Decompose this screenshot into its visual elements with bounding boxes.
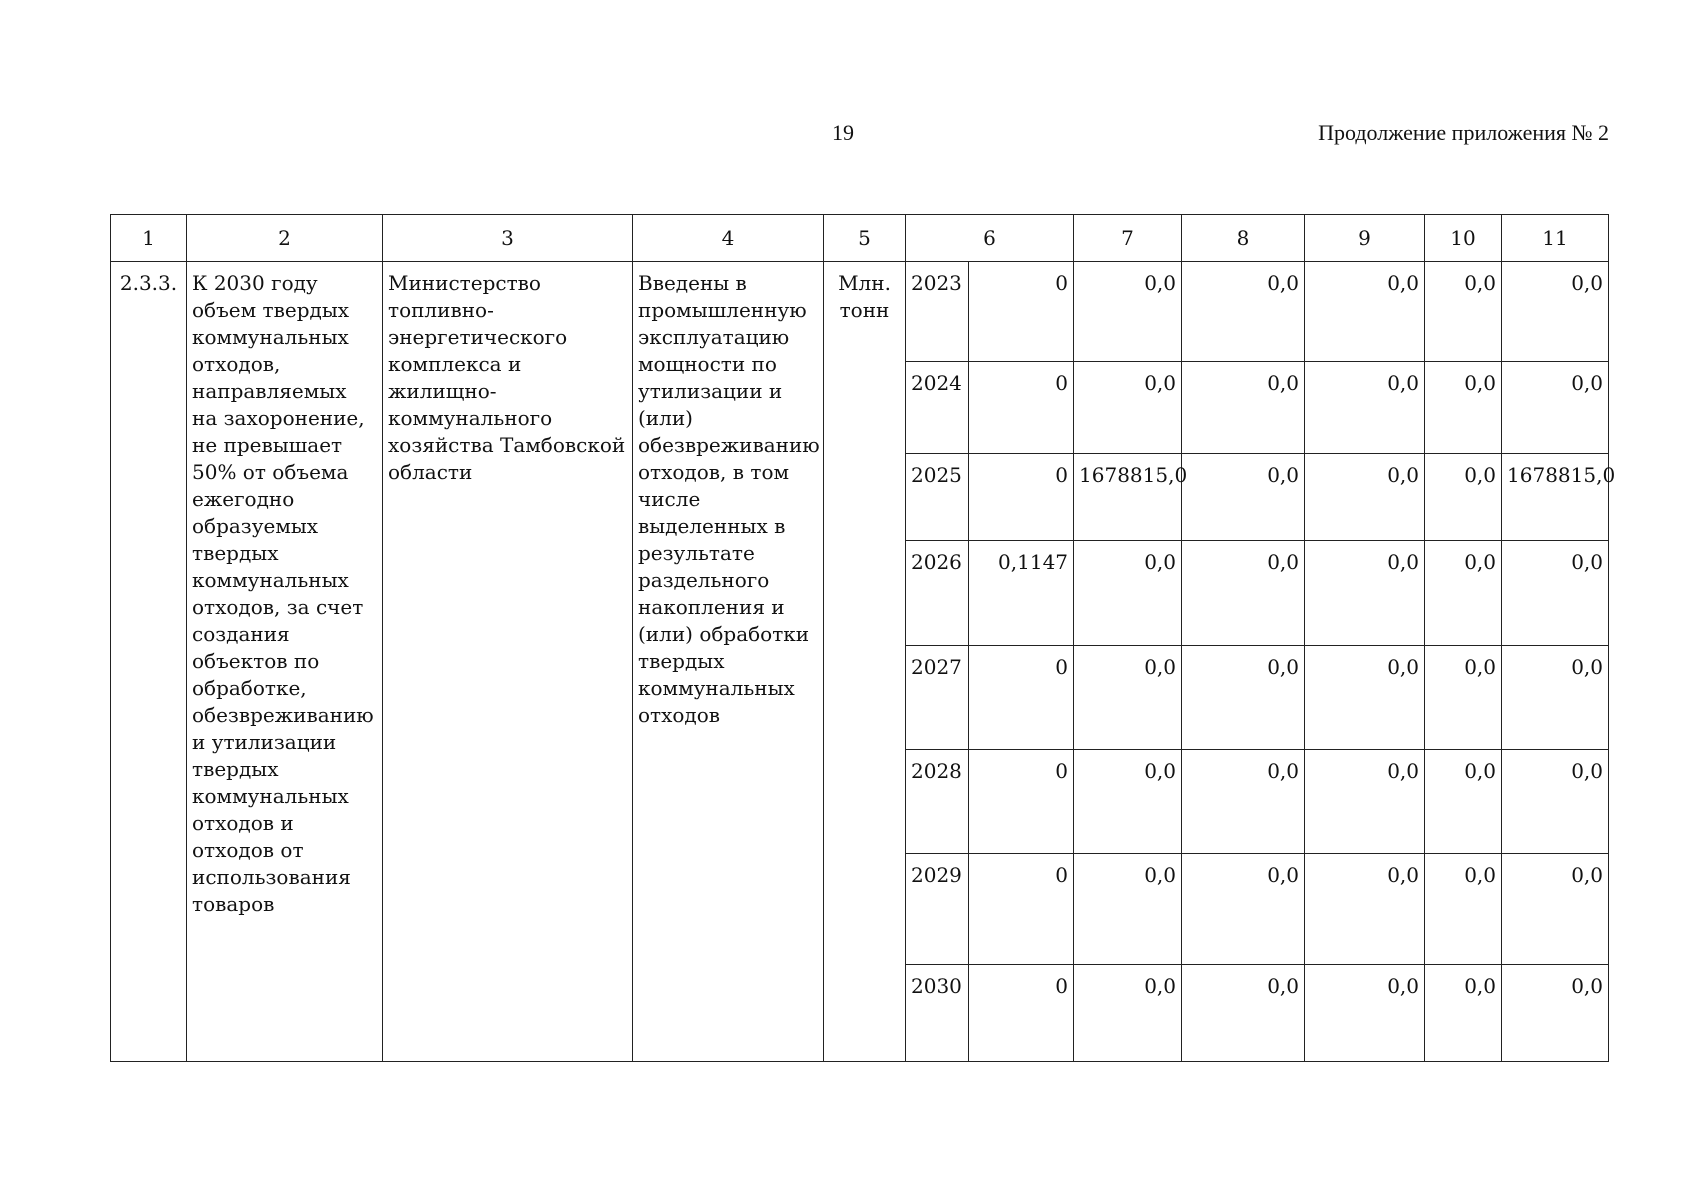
value-col9: 0,0 — [1305, 541, 1425, 646]
year-cell: 2028 — [906, 750, 969, 854]
value-col6: 0 — [969, 965, 1074, 1062]
page-number: 19 — [832, 120, 854, 145]
value-col8: 0,0 — [1182, 454, 1305, 541]
value-col8: 0,0 — [1182, 541, 1305, 646]
column-number-row — [111, 215, 1609, 262]
value-col8: 0,0 — [1182, 362, 1305, 454]
value-col6: 0 — [969, 750, 1074, 854]
value-col9: 0,0 — [1305, 454, 1425, 541]
value-col8: 0,0 — [1182, 646, 1305, 750]
year-cell: 2023 — [906, 262, 969, 362]
value-col10: 0,0 — [1425, 262, 1502, 362]
value-col9: 0,0 — [1305, 646, 1425, 750]
value-col6: 0,1147 — [969, 541, 1074, 646]
value-col7: 1678815,0 — [1074, 454, 1182, 541]
value-col10: 0,0 — [1425, 362, 1502, 454]
value-col11: 0,0 — [1502, 541, 1609, 646]
value-col9: 0,0 — [1305, 750, 1425, 854]
year-cell: 2026 — [906, 541, 969, 646]
value-col8: 0,0 — [1182, 965, 1305, 1062]
value-col11: 0,0 — [1502, 646, 1609, 750]
value-col11: 0,0 — [1502, 750, 1609, 854]
col-header-4: 4 — [633, 215, 824, 262]
col-header-7: 7 — [1074, 215, 1182, 262]
value-col7: 0,0 — [1074, 750, 1182, 854]
value-col10: 0,0 — [1425, 965, 1502, 1062]
item-responsible: Министерство топливно-энергетического комплекса и жилищно-коммунального хозяйства Тамбовской области — [383, 262, 633, 1062]
item-unit: Млн. тонн — [824, 262, 906, 1062]
value-col6: 0 — [969, 454, 1074, 541]
col-header-5: 5 — [824, 215, 906, 262]
year-cell: 2029 — [906, 854, 969, 965]
value-col6: 0 — [969, 362, 1074, 454]
appendix-note: Продолжение приложения № 2 — [1318, 120, 1609, 145]
year-cell: 2030 — [906, 965, 969, 1062]
value-col8: 0,0 — [1182, 854, 1305, 965]
value-col6: 0 — [969, 854, 1074, 965]
value-col11: 0,0 — [1502, 362, 1609, 454]
value-col8: 0,0 — [1182, 750, 1305, 854]
col-header-1: 1 — [111, 215, 187, 262]
value-col9: 0,0 — [1305, 262, 1425, 362]
value-col7: 0,0 — [1074, 965, 1182, 1062]
value-col6: 0 — [969, 262, 1074, 362]
value-col7: 0,0 — [1074, 854, 1182, 965]
value-col10: 0,0 — [1425, 750, 1502, 854]
value-col7: 0,0 — [1074, 362, 1182, 454]
year-cell: 2027 — [906, 646, 969, 750]
value-col10: 0,0 — [1425, 854, 1502, 965]
item-goal: К 2030 году объем твердых коммунальных отходов, направляемых на захоронение, не превышает 50% от объема ежегодно образуемых твердых коммунальных отходов, за счет создания объектов по обработке, обезвреживанию и утилизации твердых коммунальных отходов и отходов от использования товаров — [187, 262, 383, 1062]
value-col11: 0,0 — [1502, 965, 1609, 1062]
item-number: 2.3.3. — [111, 262, 187, 1062]
value-col10: 0,0 — [1425, 541, 1502, 646]
value-col7: 0,0 — [1074, 646, 1182, 750]
value-col9: 0,0 — [1305, 965, 1425, 1062]
col-header-11: 11 — [1502, 215, 1609, 262]
item-indicator: Введены в промышленную эксплуатацию мощности по утилизации и (или) обезвреживанию отходов, в том числе выделенных в результате раздельного накопления и (или) обработки твердых коммунальных отходов — [633, 262, 824, 1062]
col-header-8: 8 — [1182, 215, 1305, 262]
col-header-10: 10 — [1425, 215, 1502, 262]
value-col11: 0,0 — [1502, 854, 1609, 965]
year-cell: 2025 — [906, 454, 969, 541]
indicator-table — [110, 214, 1616, 1062]
value-col7: 0,0 — [1074, 541, 1182, 646]
value-col8: 0,0 — [1182, 262, 1305, 362]
col-header-3: 3 — [383, 215, 633, 262]
year-cell: 2024 — [906, 362, 969, 454]
value-col6: 0 — [969, 646, 1074, 750]
value-col10: 0,0 — [1425, 454, 1502, 541]
col-header-2: 2 — [187, 215, 383, 262]
value-col11: 0,0 — [1502, 262, 1609, 362]
value-col9: 0,0 — [1305, 854, 1425, 965]
col-header-9: 9 — [1305, 215, 1425, 262]
value-col11: 1678815,0 — [1502, 454, 1609, 541]
value-col7: 0,0 — [1074, 262, 1182, 362]
table-row — [111, 262, 1609, 362]
col-header-6: 6 — [906, 215, 1074, 262]
value-col9: 0,0 — [1305, 362, 1425, 454]
value-col10: 0,0 — [1425, 646, 1502, 750]
